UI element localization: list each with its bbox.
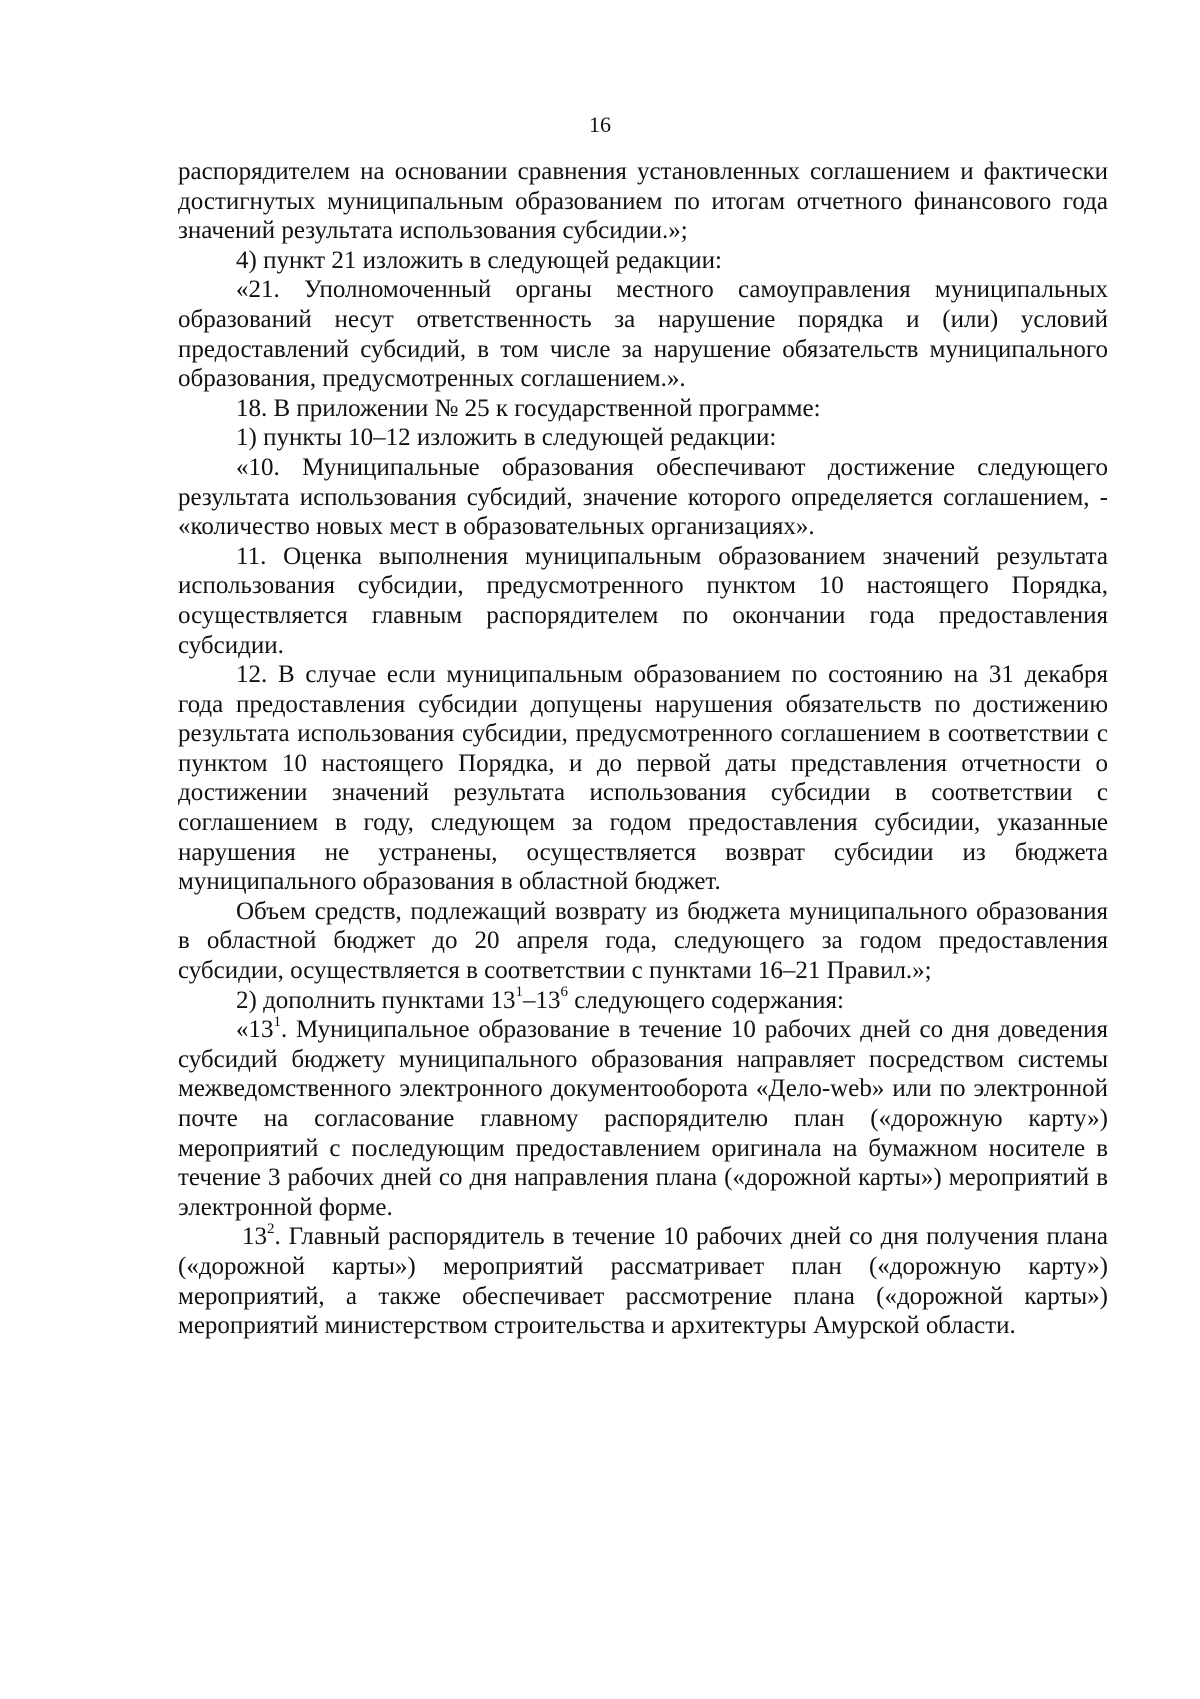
paragraph-continuation: распорядителем на основании сравнения установленных соглашением и фактически достигнутых муниципальным образованием по итогам отчетного финансового года значений результата использования субсидии.»; <box>178 158 1108 245</box>
item-2-text-after: следующего содержания: <box>568 986 844 1014</box>
paragraph-item-1: 1) пункты 10–12 изложить в следующей редакции: <box>236 424 777 452</box>
paragraph-point-13-1 <box>178 1015 1108 1222</box>
paragraph-item-2 <box>178 986 1108 1016</box>
point-13-2-text: . Главный распорядитель в течение 10 рабочих дней со дня получения плана («дорожной карты») мероприятий рассматривает план («дорожную карту») мероприятий, а также обеспечивает рассмотрение плана («дорожной карты») мероприятий министерством строительства и архитектуры Амурской области. <box>178 1223 1108 1340</box>
item-2-text-middle: –13 <box>523 986 561 1014</box>
paragraph-point-13-2 <box>178 1222 1108 1340</box>
paragraph-point-21: «21. Уполномоченный органы местного самоуправления муниципальных образований несут ответственность за нарушение порядка и (или) условий предоставлений субсидий, в том числе за нарушение обязательств муниципального образования, предусмотренных соглашением.». <box>178 276 1108 393</box>
paragraph-refund-volume: Объем средств, подлежащий возврату из бюджета муниципального образования в областной бюджет до 20 апреля года, следующего за годом предоставления субсидии, осуществляется в соответствии с пунктами 16–21 Правил.»; <box>178 897 1108 985</box>
paragraph-point-10: «10. Муниципальные образования обеспечивают достижение следующего результата использования субсидий, значение которого определяется соглашением, - «количество новых мест в образовательных организациях». <box>178 453 1108 541</box>
paragraph-item-4: 4) пункт 21 изложить в следующей редакции: <box>236 246 722 274</box>
item-2-superscript-a: 1 <box>515 984 524 1001</box>
item-2-text-before: 2) дополнить пунктами 13 <box>236 986 516 1014</box>
point-13-2-superscript: 2 <box>267 1221 275 1238</box>
document-body <box>178 157 1108 1341</box>
paragraph-point-12: 12. В случае если муниципальным образованием по состоянию на 31 декабря года предоставления субсидии допущены нарушения обязательств по достижению результата использования субсидии, предусмотренного соглашением в соответствии с пунктом 10 настоящего Порядка, и до первой даты представления отчетности о достижении значений результата использования субсидии в соответствии с соглашением в году, следующем за годом предоставления субсидии, указанные нарушения не устранены, осуществляется возврат субсидии из бюджета муниципального образования в областной бюджет. <box>178 661 1108 896</box>
paragraph-point-11: 11. Оценка выполнения муниципальным образованием значений результата использования субсидии, предусмотренного пунктом 10 настоящего Порядка, осуществляется главным распорядителем по окончании года предоставления субсидии. <box>178 542 1108 659</box>
point-13-1-text: . Муниципальное образование в течение 10 рабочих дней со дня доведения субсидий бюджету муниципального образования направляет посредством системы межведомственного электронного документооборота «Дело-web» или по электронной почте на согласование главному распорядителю план («дорожную карту») мероприятий с последующим предоставлением оригинала на бумажном носителе в течение 3 рабочих дней со дня направления плана («дорожной карты») мероприятий в электронной форме. <box>178 1016 1108 1221</box>
point-13-2-number: 13 <box>242 1223 267 1251</box>
paragraph-section-18: 18. В приложении № 25 к государственной программе: <box>236 394 821 422</box>
point-13-1-number: «13 <box>236 1016 274 1044</box>
item-2-superscript-b: 6 <box>560 984 569 1001</box>
page-number: 16 <box>589 112 611 137</box>
point-13-1-superscript: 1 <box>273 1013 281 1030</box>
